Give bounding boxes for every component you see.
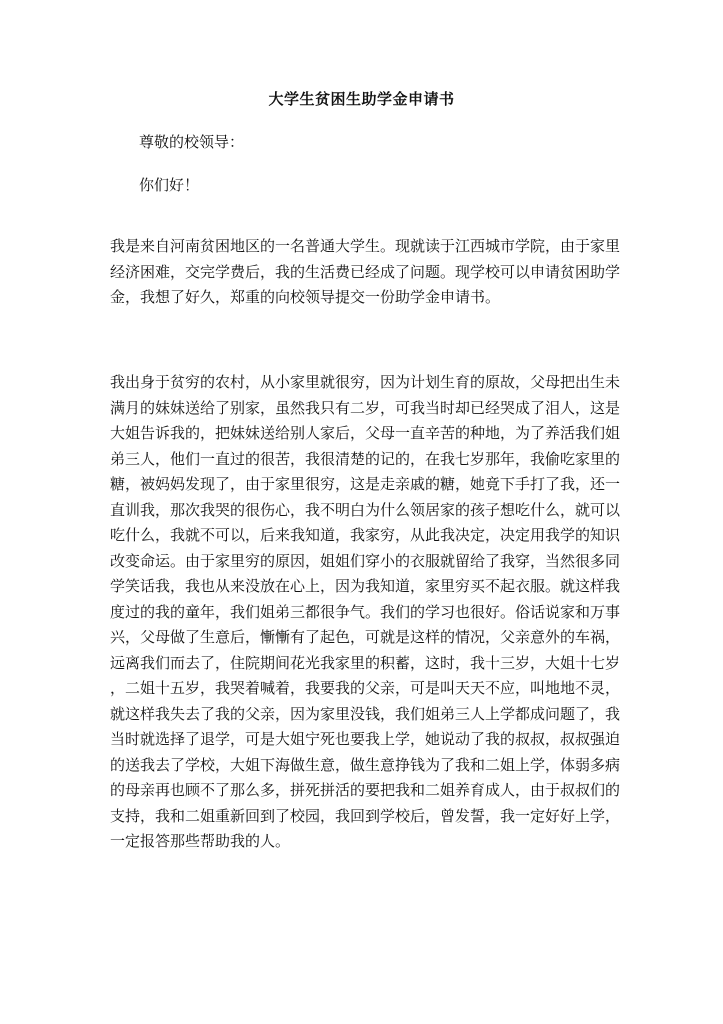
paragraph-line: 吃什么，我就不可以，后来我知道，我家穷，从此我决定，决定用我学的知识 xyxy=(110,526,621,544)
paragraph-line: 当时就选择了退学，可是大姐宁死也要我上学，她说动了我的叔叔，叔叔强迫 xyxy=(110,730,621,748)
paragraph-line: 直训我，那次我哭的很伤心，我不明白为什么领居家的孩子想吃什么，就可以 xyxy=(110,500,621,519)
paragraph-line: 弟三人，他们一直过的很苦，我很清楚的记的，在我七岁那年，我偷吃家里的 xyxy=(110,449,621,468)
paragraph-line: 一定报答那些帮助我的人。 xyxy=(110,832,291,850)
paragraph-line: ，二姐十五岁，我哭着喊着，我要我的父亲，可是叫天天不应，叫地地不灵， xyxy=(110,679,621,697)
paragraph-line: 大姐告诉我的，把妹妹送给别人家后，父母一直辛苦的种地，为了养活我们姐 xyxy=(110,424,621,442)
paragraph-intro xyxy=(110,234,621,311)
paragraph-line: 学笑话我，我也从来没放在心上，因为我知道，家里穷买不起衣服。就这样我 xyxy=(110,577,621,595)
paragraph-line: 我出身于贫穷的农村，从小家里就很穷，因为计划生育的原故，父母把出生未 xyxy=(110,373,621,391)
paragraph-line: 度过的我的童年，我们姐弟三都很争气。我们的学习也很好。俗话说家和万事 xyxy=(110,602,621,621)
greeting: 你们好！ xyxy=(139,176,200,194)
paragraph-line: 就这样我失去了我的父亲，因为家里没钱，我们姐弟三人上学都成问题了，我 xyxy=(110,704,621,723)
salutation: 尊敬的校领导： xyxy=(139,133,245,151)
paragraph-line: 糖，被妈妈发现了，由于家里很穷，这是走亲戚的糖，她竟下手打了我，还一 xyxy=(110,475,621,493)
paragraph-line: 的送我去了学校，大姐下海做生意，做生意挣钱为了我和二姐上学，体弱多病 xyxy=(110,755,621,774)
paragraph-line: 改变命运。由于家里穷的原因，姐姐们穿小的衣服就留给了我穿，当然很多同 xyxy=(110,551,621,570)
paragraph-line: 满月的妹妹送给了别家，虽然我只有二岁，可我当时却已经哭成了泪人，这是 xyxy=(110,398,621,417)
paragraph-line: 远离我们而去了，住院期间花光我家里的积蓄，这时，我十三岁，大姐十七岁 xyxy=(110,653,621,672)
paragraph-line: 经济困难，交完学费后，我的生活费已经成了问题。现学校可以申请贫困助学 xyxy=(110,262,621,281)
paragraph-line: 金，我想了好久，郑重的向校领导提交一份助学金申请书。 xyxy=(110,288,501,306)
document-title: 大学生贫困生助学金申请书 xyxy=(268,90,455,108)
paragraph-line: 支持，我和二姐重新回到了校园，我回到学校后，曾发誓，我一定好好上学， xyxy=(110,806,621,825)
paragraph-line: 我是来自河南贫困地区的一名普通大学生。现就读于江西城市学院，由于家里 xyxy=(110,237,621,255)
paragraph-line: 的母亲再也顾不了那么多，拼死拼活的要把我和二姐养育成人，由于叔叔们的 xyxy=(110,781,621,799)
paragraph-line: 兴，父母做了生意后，慚慚有了起色，可就是这样的情况，父亲意外的车祸， xyxy=(110,628,621,646)
paragraph-background xyxy=(110,370,621,855)
